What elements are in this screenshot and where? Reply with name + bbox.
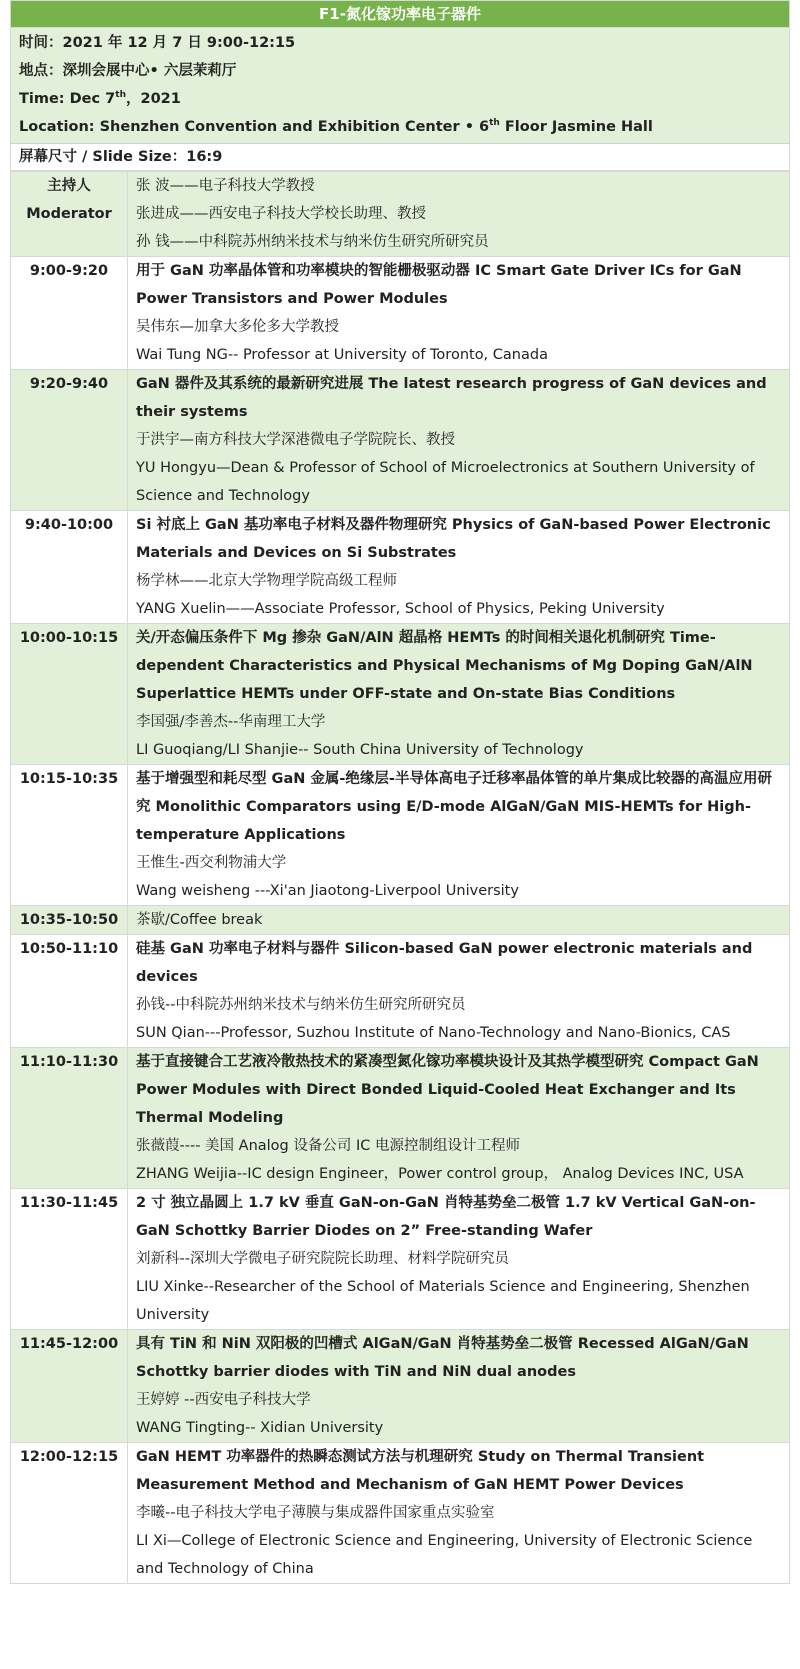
speaker-en: WANG Tingting-- Xidian University (136, 1420, 384, 1436)
session-time: 11:30-11:45 (11, 1189, 128, 1330)
time-cn: 时间：2021 年 12 月 7 日 9:00-12:15 (19, 35, 296, 51)
speaker-en: YU Hongyu—Dean & Professor of School of Microelectronics at Southern University of Science and Technology (136, 460, 755, 504)
session-row (11, 1048, 790, 1189)
session-time: 9:00-9:20 (11, 257, 128, 370)
speaker-cn: 茶歇/Coffee break (136, 912, 263, 928)
speaker-en: LI Guoqiang/LI Shanjie-- South China University of Technology (136, 742, 584, 758)
location-en-floor: Floor Jasmine Hall (499, 119, 653, 135)
session-time: 10:00-10:15 (11, 624, 128, 765)
session-details (128, 765, 790, 906)
session-details (128, 1443, 790, 1584)
speaker-cn: 王惟生-西交利物浦大学 (136, 855, 287, 871)
session-time: 10:15-10:35 (11, 765, 128, 906)
moderator-row (11, 172, 790, 257)
session-row (11, 1189, 790, 1330)
session-time: 12:00-12:15 (11, 1443, 128, 1584)
session-time: 10:35-10:50 (11, 906, 128, 935)
talk-title: 用于 GaN 功率晶体管和功率模块的智能栅极驱动器 IC Smart Gate Driver ICs for GaN Power Transistors and Power Modules (136, 263, 742, 307)
time-en-text: Time: Dec 7 (19, 91, 116, 107)
session-row (11, 370, 790, 511)
moderator-name: 张进成——西安电子科技大学校长助理、教授 (136, 206, 426, 222)
moderator-label (11, 172, 128, 257)
slide-size: 屏幕尺寸 / Slide Size：16:9 (10, 143, 790, 171)
agenda-page (10, 0, 790, 1584)
moderator-label-cn: 主持人 (47, 178, 91, 194)
location-cn: 地点：深圳会展中心• 六层茉莉厅 (19, 63, 237, 79)
session-row (11, 765, 790, 906)
session-details (128, 511, 790, 624)
session-row (11, 624, 790, 765)
speaker-cn: 杨学林——北京大学物理学院高级工程师 (136, 573, 397, 589)
location-en (19, 113, 781, 141)
time-en (19, 85, 781, 113)
session-row (11, 1330, 790, 1443)
time-en-year: ，2021 (125, 91, 181, 107)
session-details (128, 935, 790, 1048)
speaker-cn: 于洪宇—南方科技大学深港微电子学院院长、教授 (136, 432, 455, 448)
moderator-name: 孙 钱——中科院苏州纳米技术与纳米仿生研究所研究员 (136, 234, 489, 250)
speaker-cn: 孙钱--中科院苏州纳米技术与纳米仿生研究所研究员 (136, 997, 466, 1013)
talk-title: GaN 器件及其系统的最新研究进展 The latest research progress of GaN devices and their systems (136, 376, 767, 420)
session-title: F1-氮化镓功率电子器件 (10, 0, 790, 28)
speaker-en: LIU Xinke--Researcher of the School of Materials Science and Engineering, Shenzhen University (136, 1279, 750, 1323)
speaker-cn: 刘新科--深圳大学微电子研究院院长助理、材料学院研究员 (136, 1251, 509, 1267)
session-details (128, 906, 790, 935)
session-details (128, 257, 790, 370)
speaker-en: LI Xi—College of Electronic Science and Engineering, University of Electronic Science and Technology of China (136, 1533, 753, 1577)
speaker-en: YANG Xuelin——Associate Professor, School of Physics, Peking University (136, 601, 665, 617)
talk-title: GaN HEMT 功率器件的热瞬态测试方法与机理研究 Study on Thermal Transient Measurement Method and Mechanism of GaN HEMT Power Devices (136, 1449, 705, 1493)
moderator-names (128, 172, 790, 257)
talk-title: 基于直接键合工艺液冷散热技术的紧凑型氮化镓功率模块设计及其热学模型研究 Compact GaN Power Modules with Direct Bonded Liquid-Cooled Heat Exchanger and Its Thermal Modeling (136, 1054, 759, 1126)
speaker-cn: 李曦--电子科技大学电子薄膜与集成器件国家重点实验室 (136, 1505, 495, 1521)
session-row (11, 511, 790, 624)
session-row (11, 906, 790, 935)
session-time: 9:40-10:00 (11, 511, 128, 624)
speaker-cn: 王婷婷 --西安电子科技大学 (136, 1392, 311, 1408)
talk-title: Si 衬底上 GaN 基功率电子材料及器件物理研究 Physics of GaN-based Power Electronic Materials and Devices on Si Substrates (136, 517, 771, 561)
session-row (11, 935, 790, 1048)
session-row (11, 257, 790, 370)
speaker-en: Wai Tung NG-- Professor at University of Toronto, Canada (136, 347, 548, 363)
session-time: 10:50-11:10 (11, 935, 128, 1048)
session-row (11, 1443, 790, 1584)
speaker-en: ZHANG Weijia--IC design Engineer，Power control group， Analog Devices INC, USA (136, 1166, 744, 1182)
session-time: 9:20-9:40 (11, 370, 128, 511)
moderator-label-en: Moderator (26, 206, 112, 222)
session-details (128, 1330, 790, 1443)
location-en-text: Location: Shenzhen Convention and Exhibition Center • 6 (19, 119, 490, 135)
agenda-table (10, 171, 790, 1584)
speaker-cn: 吴伟东—加拿大多伦多大学教授 (136, 319, 339, 335)
moderator-name: 张 波——电子科技大学教授 (136, 178, 315, 194)
talk-title: 2 寸 独立晶圆上 1.7 kV 垂直 GaN-on-GaN 肖特基势垒二极管 1.7 kV Vertical GaN-on-GaN Schottky Barrier Diodes on 2” Free-standing Wafer (136, 1195, 756, 1239)
talk-title: 硅基 GaN 功率电子材料与器件 Silicon-based GaN power electronic materials and devices (136, 941, 753, 985)
talk-title: 具有 TiN 和 NiN 双阳极的凹槽式 AlGaN/GaN 肖特基势垒二极管 Recessed AlGaN/GaN Schottky barrier diodes with TiN and NiN dual anodes (136, 1336, 749, 1380)
speaker-cn: 李国强/李善杰--华南理工大学 (136, 714, 326, 730)
talk-title: 关/开态偏压条件下 Mg 掺杂 GaN/AlN 超晶格 HEMTs 的时间相关退化机制研究 Time-dependent Characteristics and Physical Mechanisms of Mg Doping GaN/AlN Superlattice HEMTs under OFF-state and On-state Bias Conditions (136, 630, 753, 702)
speaker-cn: 张薇葭---- 美国 Analog 设备公司 IC 电源控制组设计工程师 (136, 1138, 520, 1154)
talk-title: 基于增强型和耗尽型 GaN 金属-绝缘层-半导体高电子迁移率晶体管的单片集成比较器的高温应用研究 Monolithic Comparators using E/D-mode AlGaN/GaN MIS-HEMTs for High-temperature Applications (136, 771, 772, 843)
speaker-en: Wang weisheng ---Xi'an Jiaotong-Liverpool University (136, 883, 519, 899)
session-details (128, 624, 790, 765)
session-time: 11:10-11:30 (11, 1048, 128, 1189)
location-en-sup: th (489, 118, 500, 129)
session-details (128, 1048, 790, 1189)
info-block (10, 28, 790, 143)
session-details (128, 1189, 790, 1330)
speaker-en: SUN Qian---Professor, Suzhou Institute of Nano-Technology and Nano-Bionics, CAS (136, 1025, 731, 1041)
time-en-sup: th (115, 90, 126, 101)
session-details (128, 370, 790, 511)
session-time: 11:45-12:00 (11, 1330, 128, 1443)
